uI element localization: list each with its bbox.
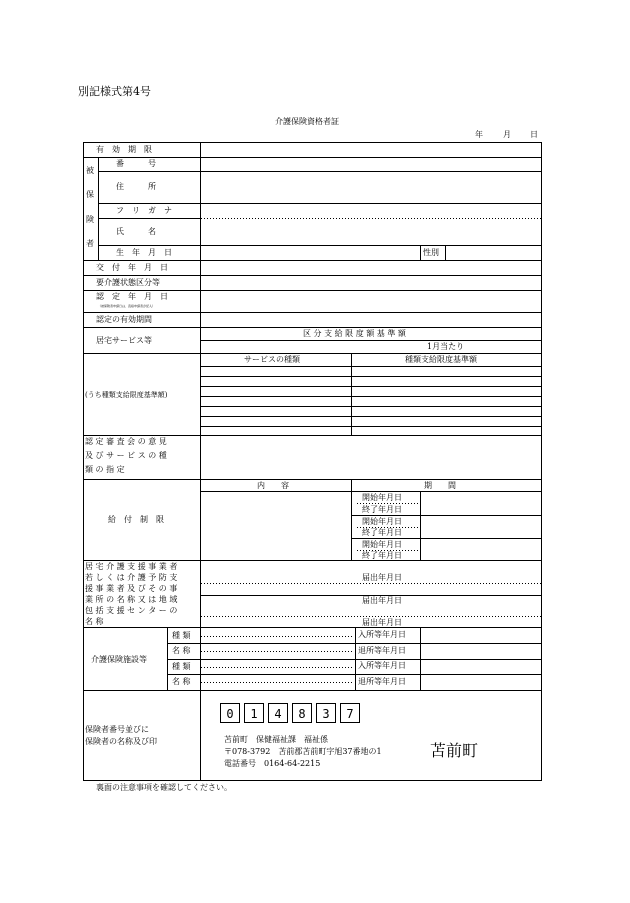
filing-date-2: 届出年月日 [362,596,402,605]
provider-line-1: 居 宅 介 護 支 援 事 業 者 [85,562,178,571]
issue-date-label: 交 付 年 月 日 [96,263,168,272]
content-header: 内 容 [257,481,289,490]
type-limit-note: (うち種類支給限度基準額) [85,391,168,399]
sex-label: 性別 [423,248,439,257]
facility-type-1: 種 類 [172,631,191,640]
facility-label: 介護保険施設等 [91,655,147,664]
insurer-phone: 電話番号 0164-64-2215 [224,759,321,768]
date-day-label: 日 [530,130,538,139]
committee-line-2: 及 び サ ー ビ ス の 種 [85,451,167,460]
filing-date-1: 届出年月日 [362,573,402,582]
end-date-1: 終了年月日 [362,505,402,514]
admission-date-2: 入所等年月日 [358,661,406,670]
end-date-3: 終了年月日 [362,551,402,560]
facility-type-2: 種 類 [172,662,191,671]
date-year-label: 年 [475,130,483,139]
insurer-digit-2: 1 [244,703,264,723]
start-date-1: 開始年月日 [362,493,402,502]
insurer-seal: 苫前町 [430,741,479,760]
insured-char-4: 者 [86,239,94,248]
insurer-label-1: 保険者番号並びに [85,725,149,734]
benefit-limit-label: 給 付 制 限 [108,515,164,524]
date-month-label: 月 [503,130,511,139]
admission-date-1: 入所等年月日 [358,630,406,639]
validity-label: 有 効 期 限 [96,145,152,154]
cert-date-label: 認 定 年 月 日 [96,292,168,301]
insured-char-3: 険 [86,215,94,224]
facility-name-2: 名 称 [172,677,191,686]
footer-note: 裏面の注意事項を確認してください。 [96,783,232,792]
provider-line-2: 若 し く は 介 護 予 防 支 [85,573,178,582]
insurer-office: 苫前町 保健福祉課 福祉係 [224,735,328,744]
insurer-digit-5: 3 [316,703,336,723]
insurer-digit-1: 0 [220,703,240,723]
insurer-address: 〒078-3792 苫前郡苫前町字旭37番地の1 [224,747,382,756]
home-service-label: 居宅サービス等 [96,336,152,345]
start-date-2: 開始年月日 [362,517,402,526]
insured-char-2: 保 [86,190,94,199]
service-type-header: サービスの種類 [244,355,300,364]
period-header: 期 間 [424,481,456,490]
committee-line-1: 認 定 審 査 会 の 意 見 [85,437,167,446]
number-label: 番 号 [116,159,156,168]
provider-line-3: 援 事 業 者 及 び そ の 事 [85,584,178,593]
birthdate-label: 生 年 月 日 [116,248,172,257]
committee-line-3: 類 の 指 定 [85,465,125,474]
address-label: 住 所 [116,182,156,191]
provider-line-5: 包 括 支 援 セ ン タ ー の [85,606,178,615]
facility-name-1: 名 称 [172,646,191,655]
name-label: 氏 名 [116,227,156,236]
insurer-digit-4: 8 [292,703,312,723]
end-date-2: 終了年月日 [362,528,402,537]
document-title: 介護保険資格者証 [275,117,339,126]
type-limit-header: 種類支給限度基準額 [405,355,477,364]
form-number: 別記様式第4号 [78,85,151,98]
provider-line-6: 名 称 [85,617,104,626]
discharge-date-1: 退所等年月日 [358,646,406,655]
discharge-date-2: 退所等年月日 [358,677,406,686]
insurer-digit-3: 4 [268,703,288,723]
provider-line-4: 業 所 の 名 称 又 は 地 域 [85,595,178,604]
filing-date-3: 届出年月日 [362,618,402,627]
per-month-label: 1月当たり [427,342,465,351]
insurer-label-2: 保険者の名称及び印 [85,737,157,746]
cert-date-note: （被保険者申請日は、直接申請者が記入） [98,304,156,308]
furigana-label: フ リ ガ ナ [116,206,172,215]
insured-char-1: 被 [86,166,94,175]
insurer-digit-6: 7 [340,703,360,723]
start-date-3: 開始年月日 [362,540,402,549]
cert-period-label: 認定の有効期間 [96,315,152,324]
care-level-label: 要介護状態区分等 [96,278,160,287]
limit-basis-label: 区 分 支 給 限 度 額 基 準 額 [303,329,406,338]
